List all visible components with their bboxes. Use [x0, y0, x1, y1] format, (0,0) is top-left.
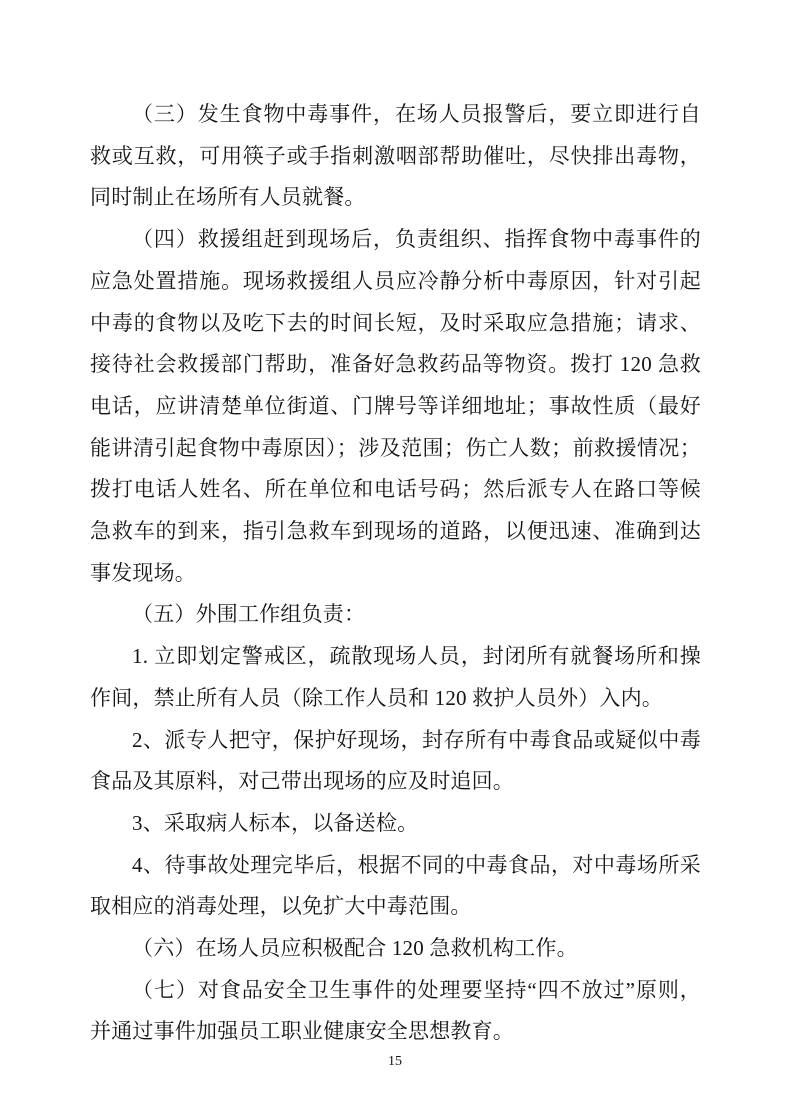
- list-item-1: 1. 立即划定警戒区，疏散现场人员，封闭所有就餐场所和操作间，禁止所有人员（除工作人员和 120 救护人员外）入内。: [90, 644, 701, 710]
- list-item-2: 2、派专人把守，保护好现场，封存所有中毒食品或疑似中毒食品及其原料，对己带出现场的应及时追回。: [90, 727, 701, 794]
- paragraph-item-7: （七）对食品安全卫生事件的处理要坚持“四不放过”原则，并通过事件加强员工职业健康安全思想教育。: [90, 977, 701, 1044]
- paragraph-item-3: （三）发生食物中毒事件，在场人员报警后，要立即进行自救或互救，可用筷子或手指刺激咽部帮助催吐，尽快排出毒物，同时制止在场所有人员就餐。: [90, 102, 701, 210]
- document-content: [90, 94, 701, 1053]
- paragraph-item-6: （六）在场人员应积极配合 120 急救机构工作。: [132, 936, 578, 961]
- page-footer: [0, 1052, 790, 1071]
- list-item-3: 3、采取病人标本，以备送检。: [132, 810, 419, 835]
- paragraph-item-5: （五）外围工作组负责：: [132, 602, 366, 627]
- page-number: 15: [388, 1054, 402, 1069]
- paragraph-item-4: （四）救援组赶到现场后，负责组织、指挥食物中毒事件的应急处置措施。现场救援组人员应冷静分析中毒原因，针对引起中毒的食物以及吃下去的时间长短，及时采取应急措施；请求、接待社会救援部门帮助，准备好急救药品等物资。拨打 120 急救电话，应讲清楚单位街道、门牌号等详细地址；事故性质（最好能讲清引起食物中毒原因）；涉及范围；伤亡人数；前救援情况；拨打电话人姓名、所在单位和电话号码；然后派专人在路口等候急救车的到来，指引急救车到现场的道路，以便迅速、准确到达事发现场。: [90, 227, 701, 585]
- list-item-4: 4、待事故处理完毕后，根据不同的中毒食品，对中毒场所采取相应的消毒处理，以免扩大中毒范围。: [90, 852, 701, 919]
